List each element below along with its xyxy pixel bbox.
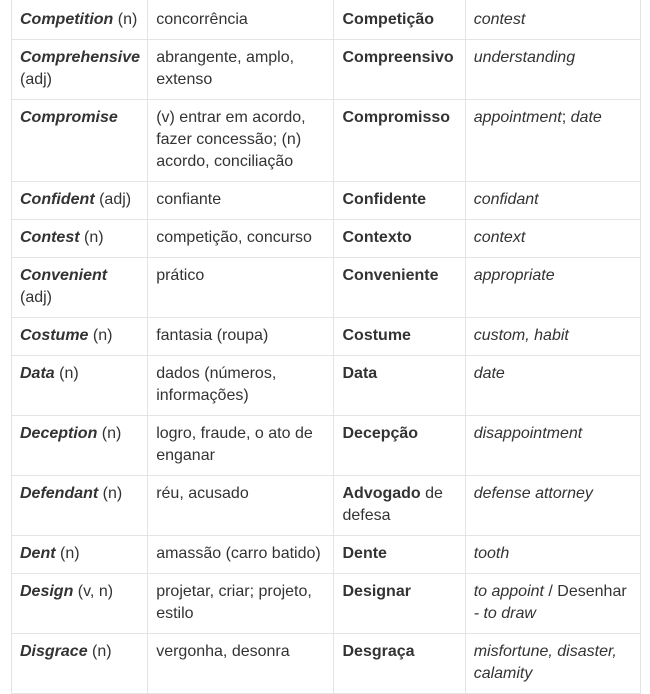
table-body (12, 0, 641, 694)
english-term: Contest (20, 229, 80, 246)
portuguese-meaning: prático (156, 267, 205, 284)
table-row (12, 356, 641, 416)
english-term: Defendant (20, 485, 99, 502)
english-term-cell (12, 634, 148, 694)
false-friend: Compreensivo (342, 49, 454, 66)
translation-cell (465, 318, 640, 356)
portuguese-meaning: abrangente, amplo, extenso (156, 49, 295, 88)
translation-cell (465, 536, 640, 574)
english-translation: appropriate (473, 267, 555, 284)
english-translation: defense attorney (473, 485, 593, 502)
part-of-speech: (v, n) (73, 583, 114, 600)
translation-cell (465, 182, 640, 220)
translation-extra: / Desenhar (543, 583, 627, 600)
english-translation: date (473, 365, 505, 382)
portuguese-meaning-cell (148, 574, 334, 634)
portuguese-meaning: competição, concurso (156, 229, 312, 246)
false-friend-cell (334, 100, 465, 182)
part-of-speech: (n) (113, 11, 138, 28)
false-friend: Contexto (342, 229, 412, 246)
english-term: Convenient (20, 267, 108, 284)
portuguese-meaning-cell (148, 416, 334, 476)
false-friend: Conveniente (342, 267, 439, 284)
false-friend-cell (334, 220, 465, 258)
part-of-speech: (n) (54, 365, 79, 382)
table-row (12, 40, 641, 100)
english-term: Comprehensive (20, 49, 141, 66)
part-of-speech: (adj) (20, 289, 53, 306)
false-friend-extra: de defesa (342, 485, 443, 524)
part-of-speech: (n) (55, 545, 80, 562)
english-translation: understanding (473, 49, 576, 66)
portuguese-meaning-cell (148, 318, 334, 356)
false-friend: Competição (342, 11, 435, 28)
part-of-speech: (n) (87, 643, 112, 660)
false-friend-cell (334, 40, 465, 100)
english-translation: contest (473, 11, 526, 28)
part-of-speech: (n) (88, 327, 113, 344)
english-translation: to appoint (473, 583, 544, 600)
false-friend-cell (334, 318, 465, 356)
false-friend: Data (342, 365, 378, 382)
table-row (12, 536, 641, 574)
false-friend-cell (334, 536, 465, 574)
english-term-cell (12, 476, 148, 536)
english-translation: context (473, 229, 526, 246)
false-friend: Desgraça (342, 643, 415, 660)
false-friend-cell (334, 356, 465, 416)
false-friend-cell (334, 0, 465, 40)
portuguese-meaning-cell (148, 182, 334, 220)
portuguese-meaning: confiante (156, 191, 222, 208)
translation-cell (465, 0, 640, 40)
part-of-speech: (n) (97, 425, 122, 442)
translation-extra-italic: date (570, 109, 602, 126)
translation-extra: ; (561, 109, 571, 126)
false-friend: Decepção (342, 425, 419, 442)
part-of-speech: (adj) (94, 191, 132, 208)
table-row (12, 416, 641, 476)
portuguese-meaning: (v) entrar em acordo, fazer concessão; (n) acordo, conciliação (156, 109, 306, 170)
english-translation: appointment (473, 109, 562, 126)
table-row (12, 318, 641, 356)
portuguese-meaning-cell (148, 356, 334, 416)
table-row (12, 476, 641, 536)
false-friend-cell (334, 634, 465, 694)
translation-cell (465, 416, 640, 476)
portuguese-meaning-cell (148, 634, 334, 694)
english-term: Costume (20, 327, 89, 344)
false-friend-cell (334, 182, 465, 220)
part-of-speech: (adj) (20, 71, 53, 88)
english-translation: misfortune, disaster, calamity (473, 643, 617, 682)
english-term-cell (12, 182, 148, 220)
false-friend-cell (334, 476, 465, 536)
translation-cell (465, 574, 640, 634)
english-term-cell (12, 258, 148, 318)
english-term-cell (12, 318, 148, 356)
portuguese-meaning-cell (148, 258, 334, 318)
portuguese-meaning: fantasia (roupa) (156, 327, 269, 344)
translation-cell (465, 634, 640, 694)
false-friend: Dente (342, 545, 387, 562)
translation-cell (465, 476, 640, 536)
table-row (12, 0, 641, 40)
table-row (12, 220, 641, 258)
portuguese-meaning: vergonha, desonra (156, 643, 290, 660)
portuguese-meaning-cell (148, 0, 334, 40)
table-row (12, 574, 641, 634)
english-term-cell (12, 416, 148, 476)
english-term: Design (20, 583, 74, 600)
table-row (12, 258, 641, 318)
english-term-cell (12, 574, 148, 634)
translation-cell (465, 356, 640, 416)
portuguese-meaning-cell (148, 100, 334, 182)
table-row (12, 100, 641, 182)
english-term: Competition (20, 11, 114, 28)
portuguese-meaning: réu, acusado (156, 485, 249, 502)
portuguese-meaning-cell (148, 536, 334, 574)
english-term-cell (12, 356, 148, 416)
english-term-cell (12, 100, 148, 182)
english-term: Dent (20, 545, 56, 562)
translation-cell (465, 220, 640, 258)
portuguese-meaning-cell (148, 220, 334, 258)
english-term-cell (12, 536, 148, 574)
table-row (12, 182, 641, 220)
false-friend: Advogado (342, 485, 421, 502)
false-friends-table (11, 0, 641, 694)
english-term: Compromise (20, 109, 118, 126)
false-friend-cell (334, 258, 465, 318)
translation-cell (465, 100, 640, 182)
portuguese-meaning: logro, fraude, o ato de enganar (156, 425, 313, 464)
portuguese-meaning: dados (números, informações) (156, 365, 277, 404)
translation-extra-italic: - to draw (473, 605, 536, 622)
english-translation: disappointment (473, 425, 583, 442)
false-friend-cell (334, 574, 465, 634)
false-friend: Costume (342, 327, 411, 344)
part-of-speech: (n) (79, 229, 104, 246)
english-term: Data (20, 365, 55, 382)
portuguese-meaning-cell (148, 476, 334, 536)
english-term-cell (12, 220, 148, 258)
part-of-speech: (n) (98, 485, 123, 502)
translation-cell (465, 258, 640, 318)
false-friend: Compromisso (342, 109, 451, 126)
english-translation: custom, habit (473, 327, 569, 344)
english-translation: confidant (473, 191, 539, 208)
false-friend: Designar (342, 583, 411, 600)
portuguese-meaning: projetar, criar; projeto, estilo (156, 583, 312, 622)
portuguese-meaning: concorrência (156, 11, 248, 28)
table-row (12, 634, 641, 694)
english-translation: tooth (473, 545, 510, 562)
english-term: Deception (20, 425, 98, 442)
portuguese-meaning: amassão (carro batido) (156, 545, 321, 562)
english-term: Confident (20, 191, 95, 208)
portuguese-meaning-cell (148, 40, 334, 100)
false-friend: Confidente (342, 191, 427, 208)
false-friend-cell (334, 416, 465, 476)
translation-cell (465, 40, 640, 100)
english-term-cell (12, 40, 148, 100)
english-term-cell (12, 0, 148, 40)
english-term: Disgrace (20, 643, 88, 660)
